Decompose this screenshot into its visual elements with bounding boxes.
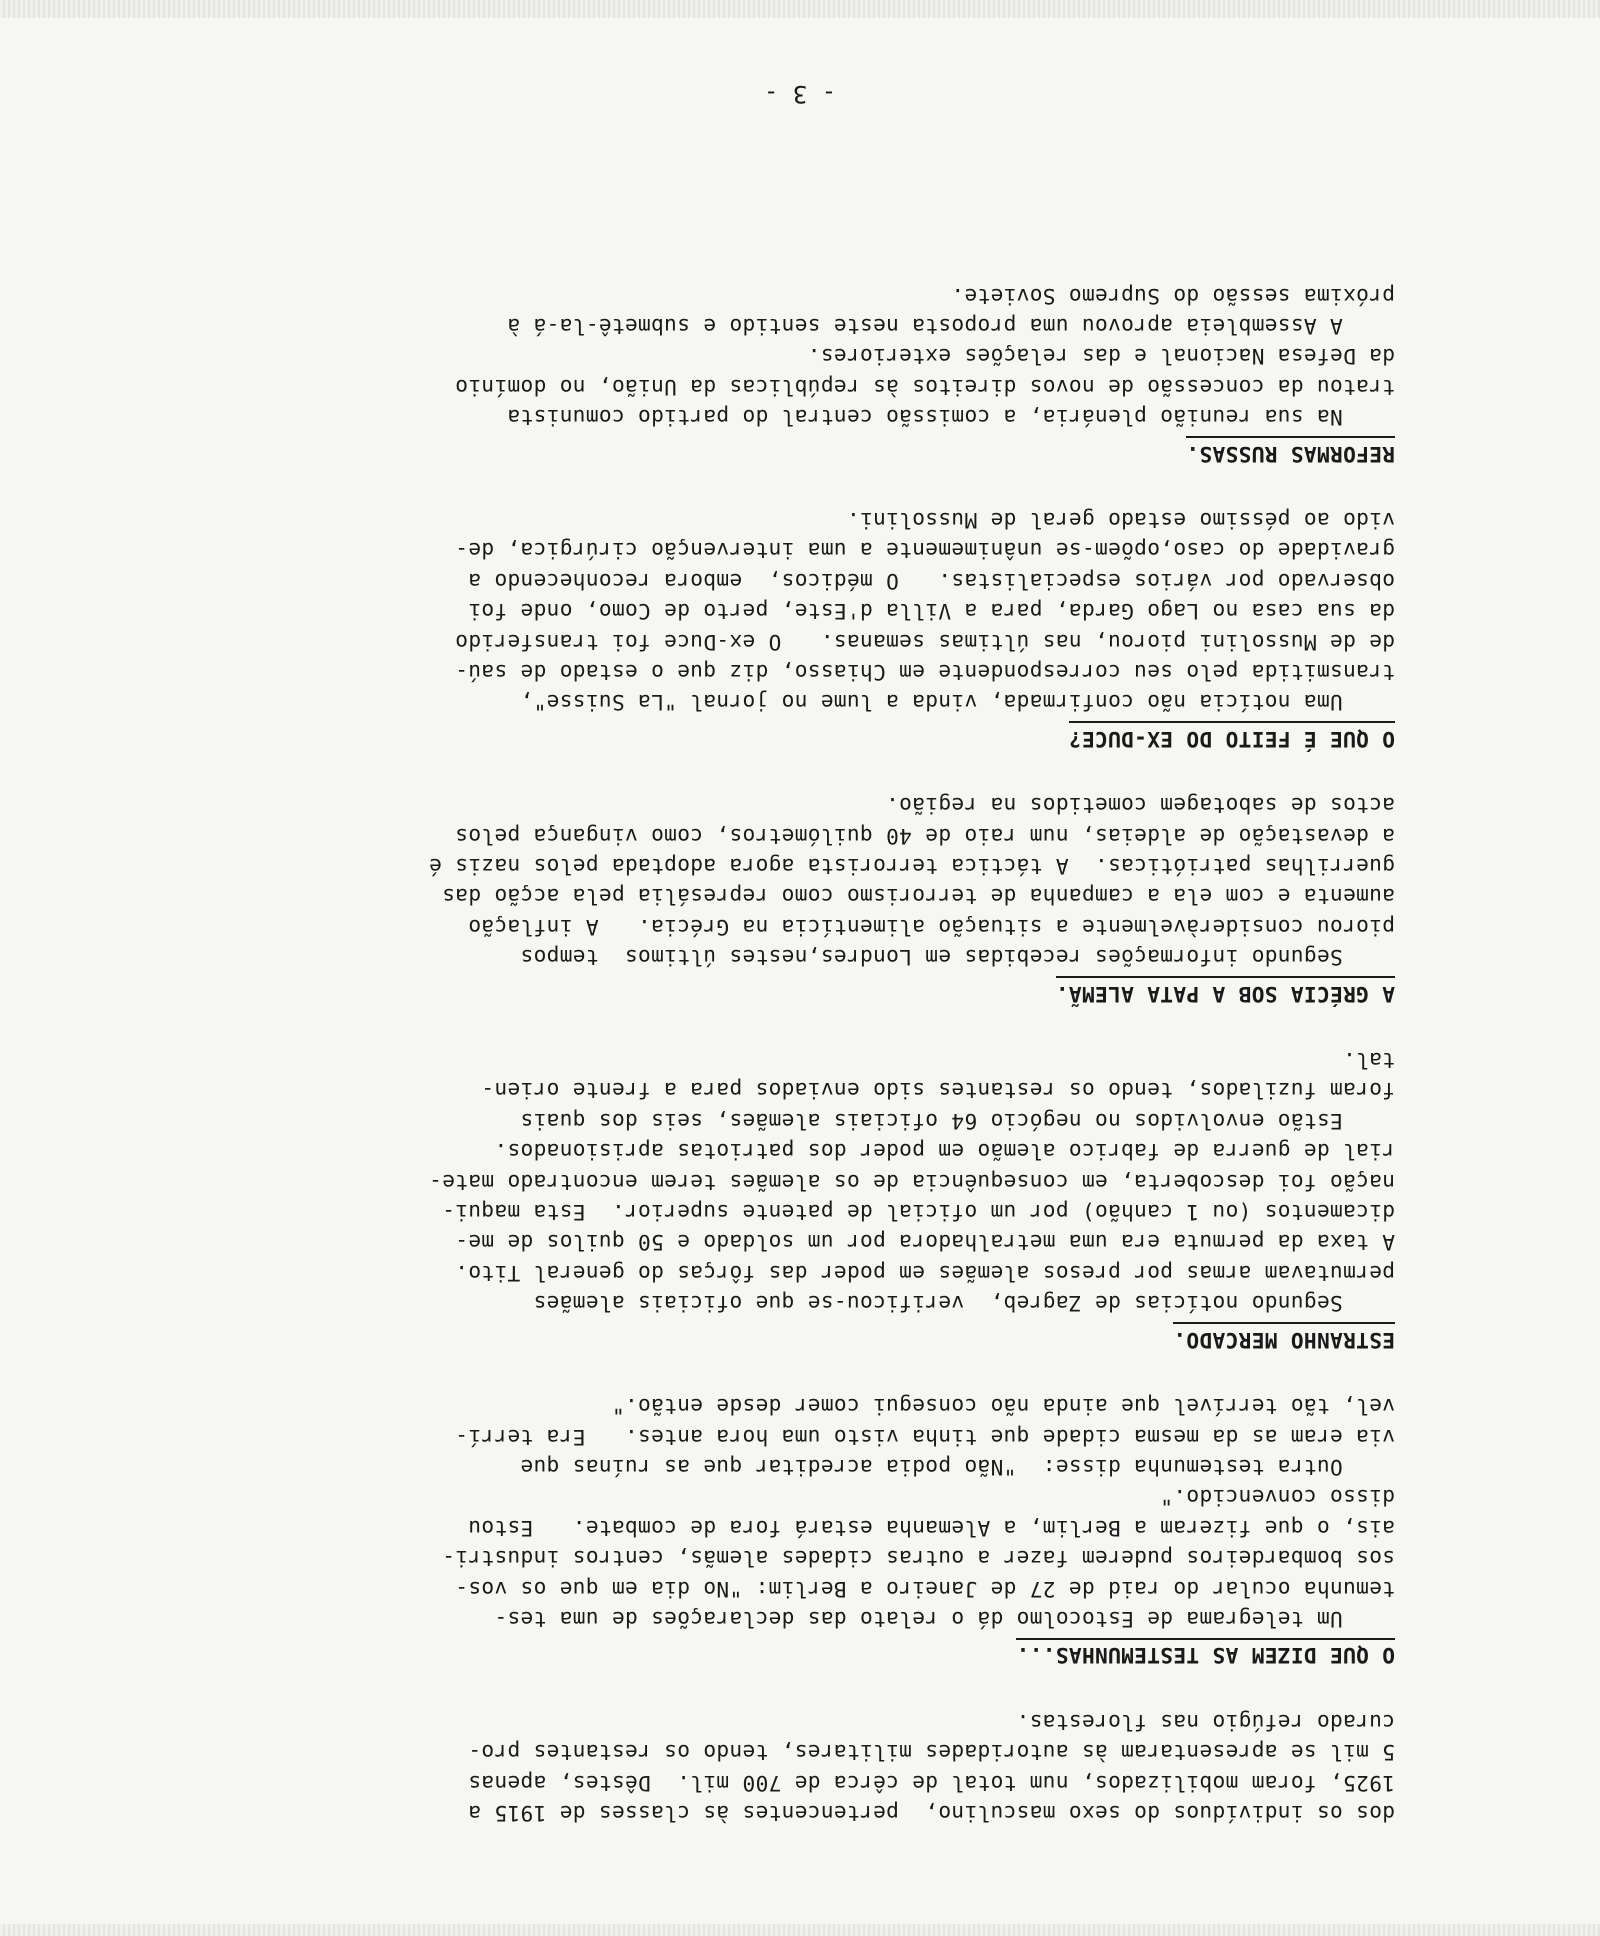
text-line: temunha ocular do raid de 27 de Janeiro a Berlim: "No dia em que os vos-: [454, 1576, 1395, 1602]
text-line: sos bombardeiros puderem fazer a outras cidades alemãs, centros industri-: [441, 1546, 1395, 1572]
text-line: rial de guerra de fabrico alemão em poder dos patriotas aprisionados.: [494, 1139, 1395, 1165]
text-line: dos os indivíduos do sexo masculino, pertencentes às classes de 1915 a: [468, 1801, 1395, 1826]
text-line: Um telegrama de Estocolmo dá o relato das declarações de uma tes-: [494, 1606, 1395, 1632]
text-line: ais, o que fizeram a Berlim, a Alemanha estará fora de combate. Estou: [468, 1515, 1395, 1541]
text-line: observado por vários especialistas. O médicos, embora reconhecendo a: [468, 568, 1395, 594]
section-heading: O QUE DIZEM AS TESTEMUNHAS...: [1016, 1638, 1395, 1670]
scan-edge-top: [0, 1924, 1600, 1936]
section-mercado: [185, 1045, 1395, 1361]
text-line: transmitida pelo seu correspondente em Chiasso, diz que o estado de saú-: [454, 660, 1395, 685]
page-number: - 3 -: [763, 80, 837, 108]
section-testemunhas: [185, 1391, 1395, 1677]
text-line: A Assembleia aprovou uma proposta neste sentido e submetê-la-á à: [507, 313, 1395, 339]
paragraph-mobilizacao: [185, 1706, 1395, 1828]
text-line: Outra testemunha disse: "Não podia acreditar que as ruínas que: [520, 1454, 1395, 1480]
text-line: Estão envolvidos no negócio 64 oficiais alemães, seis dos quais: [520, 1108, 1395, 1134]
text-line: curado refúgio nas florestas.: [1016, 1709, 1395, 1735]
text-line: dicamentos (ou 1 canhão) por um oficial de patente superior. Esta maqui-: [441, 1200, 1395, 1226]
scan-edge-bottom: [0, 0, 1600, 18]
section-heading: REFORMAS RUSSAS.: [1186, 436, 1395, 468]
text-line: Segundo informações recebidas em Londres,nestes últimos tempos: [520, 945, 1395, 971]
text-line: vel, tão terrível que ainda não consegui comer desde então.": [611, 1394, 1395, 1420]
section-heading: A GRÉCIA SOB A PATA ALEMÃ.: [1056, 976, 1395, 1008]
text-line: foram fuzilados, tendo os restantes sido enviados para a frente orien-: [481, 1078, 1395, 1104]
text-line: próxima sessão do Supremo Soviete.: [951, 283, 1395, 309]
text-line: guerrilhas patrióticas. A táctica terrorista agora adoptada pelos nazis é: [428, 854, 1395, 880]
text-line: piorou consideràvelmente a situação alimentícia na Grécia. A inflação: [468, 914, 1395, 940]
section-grecia: [185, 790, 1395, 1015]
typed-text-body: [185, 280, 1395, 1828]
section-heading: O QUE É FEITO DO EX-DUCE?: [1069, 721, 1395, 753]
text-line: aumenta e com ela a campanha de terrorismo como represália pela acção das: [441, 884, 1395, 910]
text-line: Segundo notícias de Zagreb, verificou-se que oficiais alemães: [533, 1291, 1395, 1317]
text-line: de de Mussolini piorou, nas últimas semanas. O ex-Duce foi transferido: [454, 629, 1395, 655]
text-line: via eram as da mesma cidade que tinha visto uma hora antes. Era terrí-: [454, 1424, 1395, 1450]
section-reformas-russas: [185, 280, 1395, 474]
text-line: actos de sabotagem cometidos na região.: [885, 793, 1395, 819]
section-heading: ESTRANHO MERCADO.: [1173, 1322, 1395, 1354]
text-line: da Defesa Nacional e das relações exteriores.: [807, 344, 1395, 370]
text-line: a devastação de aldeias, num raio de 40 quilómetros, como vingança pelos: [454, 823, 1395, 849]
text-line: permutavam armas por presos alemães em poder das fôrças do general Tito.: [454, 1260, 1395, 1286]
text-line: Na sua reunião plenária, a comissão central do partido comunista: [507, 405, 1395, 431]
text-line: tal.: [1342, 1048, 1395, 1074]
text-line: vido ao péssimo estado geral de Mussolini.: [846, 507, 1395, 533]
text-line: nação foi descoberta, em consequência de os alemães terem encontrado mate-: [428, 1169, 1395, 1195]
text-line: 5 mil se apresentaram às autoridades militares, tendo os restantes pro-: [468, 1740, 1395, 1766]
text-line: disso convencido.": [1159, 1485, 1395, 1511]
text-line: da sua casa no Lago Garda, para a Villa d'Este, perto de Como, onde foi: [468, 599, 1395, 625]
text-line: gravidade do caso,opõem-se unânimemente a uma intervenção cirúrgica, de-: [454, 538, 1395, 564]
text-line: 1925, foram mobilizados, num total de cêrca de 700 mil. Dêstes, apenas: [468, 1770, 1395, 1796]
text-line: A taxa da permuta era uma metralhadora por um soldado e 50 quilos de me-: [454, 1230, 1395, 1256]
section-ex-duce: [185, 505, 1395, 760]
text-line: tratou da concessão de novos direitos às repúblicas da União, no domínio: [454, 374, 1395, 400]
text-line: Uma notícia não confirmada, vinda a lume no jornal "La Suisse",: [520, 690, 1395, 716]
